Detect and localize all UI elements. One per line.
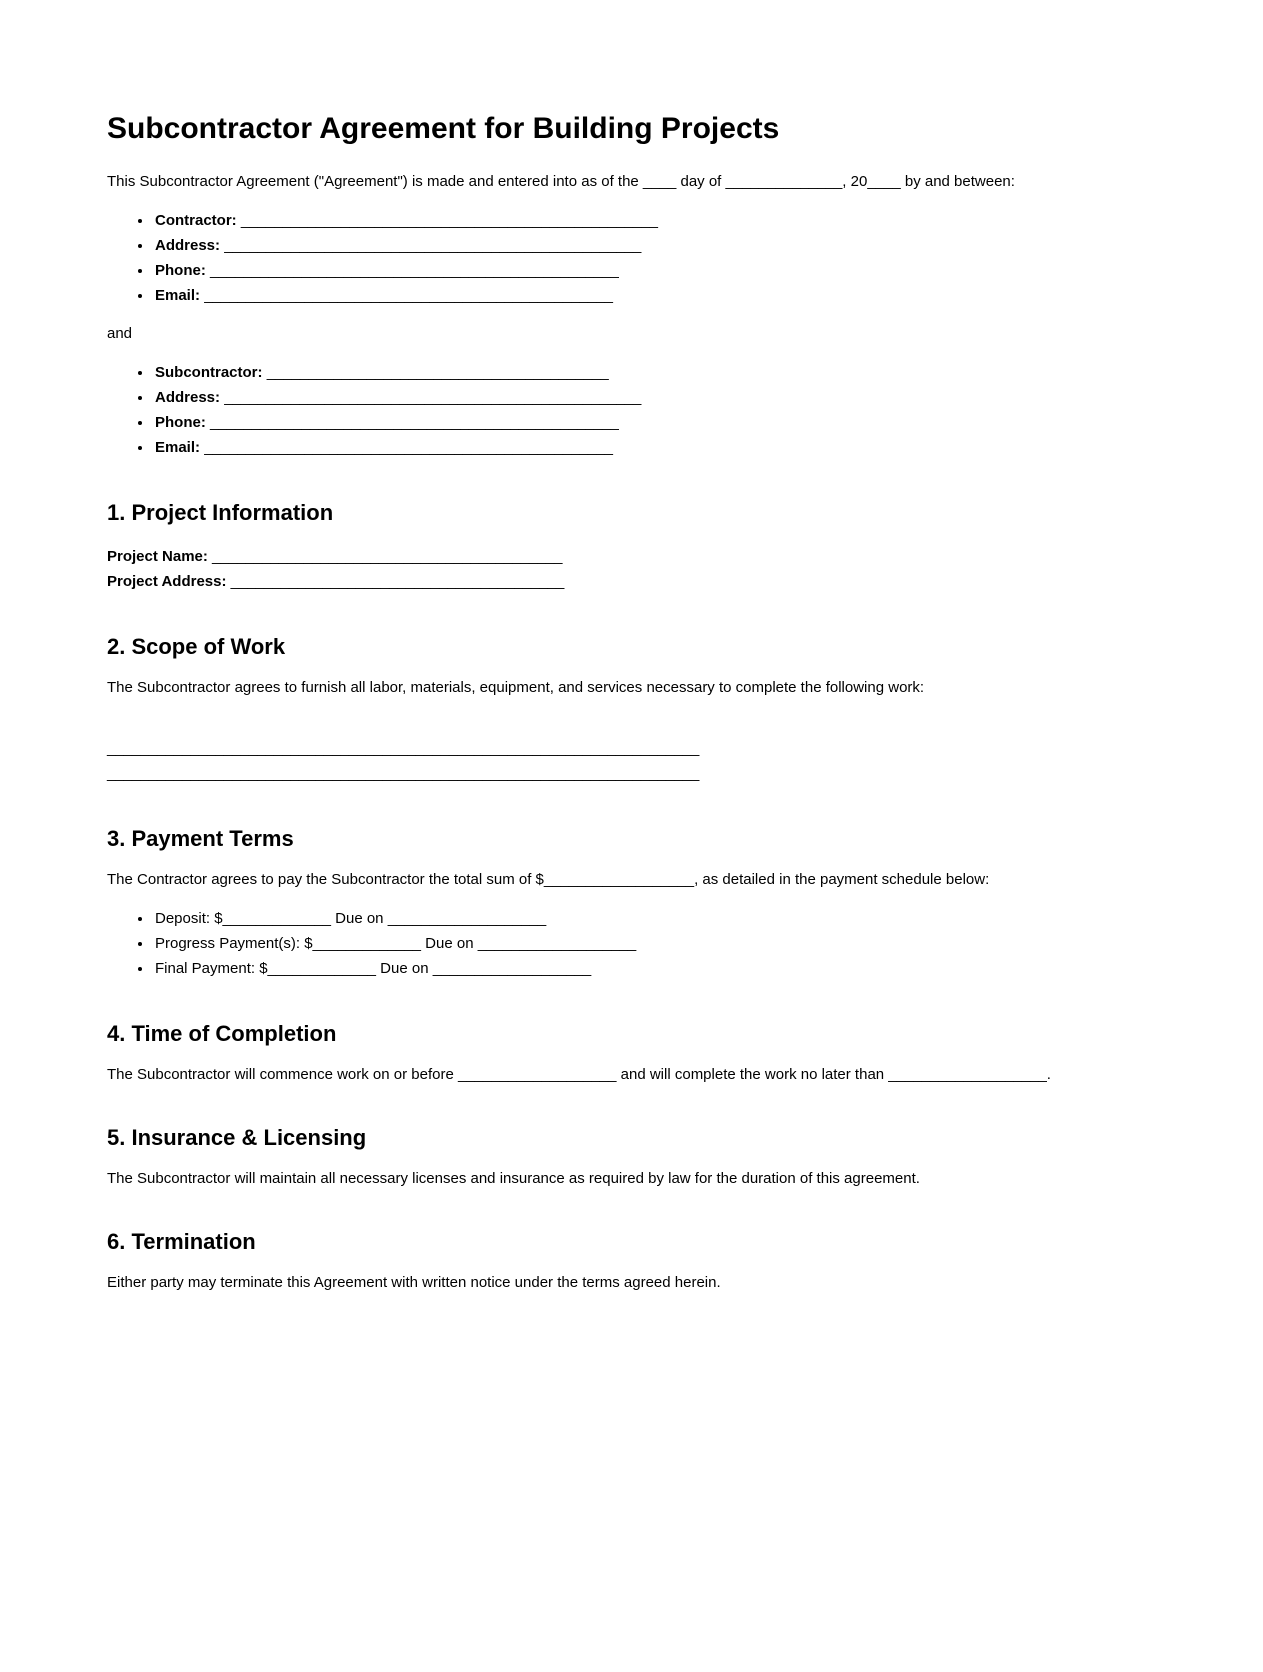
contractor-label: Contractor: — [155, 212, 237, 229]
section-heading-termination: 6. Termination — [107, 1229, 256, 1254]
subcontractor-name-row — [153, 360, 1156, 385]
contractor-fields-list — [107, 208, 1156, 308]
project-address-line — [107, 569, 1156, 594]
section-heading-time-of-completion: 4. Time of Completion — [107, 1021, 337, 1046]
email-blank-line: _________________________________________________ — [204, 439, 613, 456]
connector-text: and — [107, 325, 133, 342]
phone-label: Phone: — [155, 414, 206, 431]
insurance-licensing-paragraph: The Subcontractor will maintain all necessary licenses and insurance as required by law for the duration of this agreement. — [107, 1170, 920, 1187]
address-label: Address: — [155, 237, 221, 254]
final-payment-row: • Final Payment: $_____________ Due on ___________________ — [153, 956, 1156, 981]
section-heading-insurance-licensing: 5. Insurance & Licensing — [107, 1125, 367, 1150]
termination-paragraph: Either party may terminate this Agreement with written notice under the terms agreed herein. — [107, 1274, 721, 1291]
email-blank-line: _________________________________________________ — [204, 287, 613, 304]
section-heading-scope-of-work: 2. Scope of Work — [107, 634, 286, 659]
scope-blank-line: _______________________________________________________________________ — [107, 765, 700, 782]
document-title: Subcontractor Agreement for Building Projects — [107, 112, 780, 145]
project-name-label: Project Name: — [107, 548, 208, 565]
section-heading-project-information: 1. Project Information — [107, 500, 334, 525]
contractor-email-row — [153, 283, 1156, 308]
phone-blank-line: _________________________________________________ — [210, 414, 619, 431]
address-blank-line: __________________________________________________ — [224, 237, 642, 254]
subcontractor-blank-line: _________________________________________ — [266, 364, 609, 381]
subcontractor-address-row — [153, 385, 1156, 410]
contractor-phone-row — [153, 258, 1156, 283]
subcontractor-email-row — [153, 435, 1156, 460]
contractor-blank-line: __________________________________________________ — [240, 212, 658, 229]
scope-of-work-paragraph: The Subcontractor agrees to furnish all labor, materials, equipment, and services necessary to complete the following work: — [107, 679, 925, 696]
email-label: Email: — [155, 439, 201, 456]
intro-paragraph: This Subcontractor Agreement ("Agreement") is made and entered into as of the ____ day of ______________, 20____ by and between: — [107, 173, 1015, 190]
payment-terms-paragraph: The Contractor agrees to pay the Subcontractor the total sum of $__________________, as detailed in the payment schedule below: — [107, 871, 990, 888]
subcontractor-fields-list — [107, 360, 1156, 460]
subcontractor-phone-row — [153, 410, 1156, 435]
email-label: Email: — [155, 287, 201, 304]
deposit-row: • Deposit: $_____________ Due on ___________________ — [153, 906, 1156, 931]
progress-payment-row: • Progress Payment(s): $_____________ Due on ___________________ — [153, 931, 1156, 956]
scope-blank-line: _______________________________________________________________________ — [107, 740, 700, 757]
phone-label: Phone: — [155, 262, 206, 279]
address-blank-line: __________________________________________________ — [224, 389, 642, 406]
project-name-line — [107, 544, 1156, 569]
section-heading-payment-terms: 3. Payment Terms — [107, 826, 294, 851]
subcontractor-label: Subcontractor: — [155, 364, 263, 381]
project-address-label: Project Address: — [107, 573, 227, 590]
project-name-blank-line: __________________________________________ — [212, 548, 563, 565]
address-label: Address: — [155, 389, 221, 406]
project-address-blank-line: ________________________________________ — [230, 573, 565, 590]
contractor-address-row — [153, 233, 1156, 258]
scope-write-in-area — [107, 736, 1156, 786]
time-of-completion-paragraph: The Subcontractor will commence work on or before ___________________ and will complete the work no later than ___________________. — [107, 1066, 1051, 1083]
phone-blank-line: _________________________________________________ — [210, 262, 619, 279]
payment-schedule-list — [107, 906, 1156, 981]
contractor-name-row — [153, 208, 1156, 233]
